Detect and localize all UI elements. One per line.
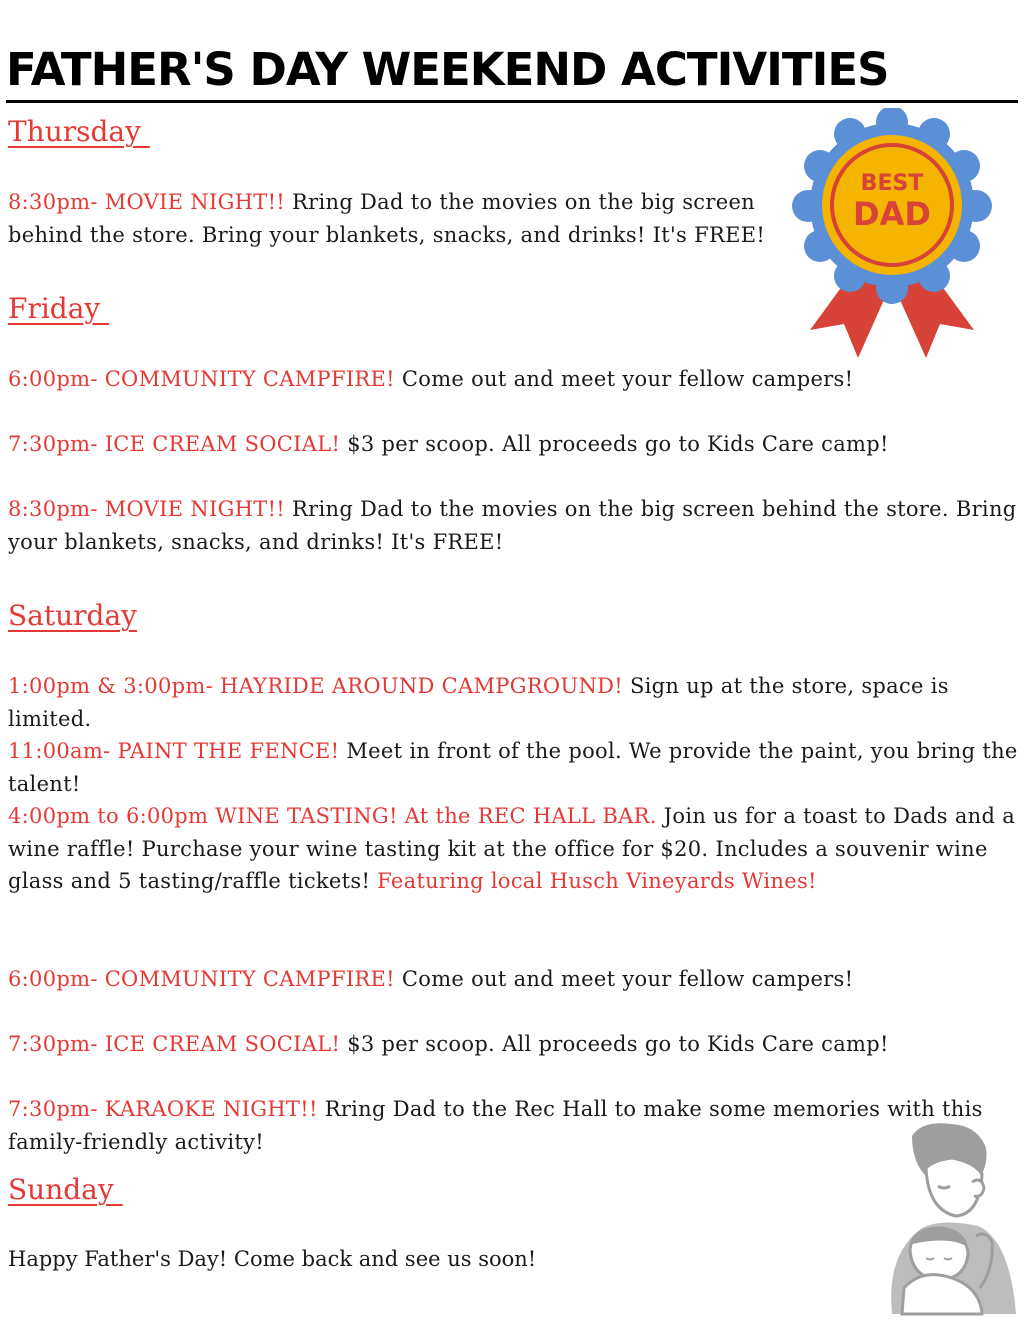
event-friday-ice-cream bbox=[8, 428, 1018, 461]
father-hugging-child-icon bbox=[882, 1118, 1022, 1318]
event-time: 8:30pm- bbox=[8, 190, 105, 214]
event-time: 7:30pm- bbox=[8, 1097, 105, 1121]
day-heading-friday: Friday bbox=[8, 292, 110, 325]
badge-line-1: BEST bbox=[860, 171, 924, 196]
event-name: KARAOKE NIGHT!! bbox=[104, 1097, 318, 1121]
event-time: 6:00pm- bbox=[8, 367, 105, 391]
page-title: FATHER'S DAY WEEKEND ACTIVITIES bbox=[6, 40, 1018, 103]
event-time: 1:00pm & 3:00pm- bbox=[8, 674, 220, 698]
day-heading-saturday: Saturday bbox=[8, 599, 137, 632]
event-description: Come out and meet your fellow campers! bbox=[394, 967, 854, 991]
event-saturday-wine-tasting bbox=[8, 800, 1018, 898]
event-saturday-paint-fence bbox=[8, 735, 1018, 800]
event-description: Join us for a toast to Dads and a wine raffle! Purchase your wine tasting kit at the office for $20. Includes a souvenir wine glass and 5 tasting/raffle tickets! bbox=[8, 804, 1016, 894]
event-name: ICE CREAM SOCIAL! bbox=[104, 432, 341, 456]
event-name: MOVIE NIGHT!! bbox=[104, 497, 286, 521]
event-saturday-hayride bbox=[8, 670, 1018, 735]
event-friday-movie-night bbox=[8, 493, 1018, 558]
event-name: MOVIE NIGHT!! bbox=[104, 190, 286, 214]
event-description: Rring Dad to the Rec Hall to make some memories with this family-friendly activity! bbox=[8, 1097, 983, 1154]
event-name: COMMUNITY CAMPFIRE! bbox=[104, 967, 395, 991]
event-name: COMMUNITY CAMPFIRE! bbox=[104, 367, 395, 391]
event-description: Meet in front of the pool. We provide the paint, you bring the talent! bbox=[8, 739, 1018, 796]
event-time: 8:30pm- bbox=[8, 497, 105, 521]
event-time: 7:30pm- bbox=[8, 432, 105, 456]
event-description: Rring Dad to the movies on the big screen behind the store. Bring your blankets, snacks, and drinks! It's FREE! bbox=[8, 190, 766, 247]
badge-line-2: DAD bbox=[853, 195, 931, 233]
event-time: 7:30pm- bbox=[8, 1032, 105, 1056]
day-heading-thursday: Thursday bbox=[8, 115, 150, 148]
event-thursday-movie-night bbox=[8, 186, 798, 251]
event-friday-campfire bbox=[8, 363, 1018, 396]
event-name: PAINT THE FENCE! bbox=[117, 739, 340, 763]
event-saturday-campfire bbox=[8, 963, 1018, 996]
closing-message: Happy Father's Day! Come back and see us soon! bbox=[8, 1247, 537, 1271]
event-description: Rring Dad to the movies on the big screen behind the store. Bring your blankets, snacks, and drinks! It's FREE! bbox=[8, 497, 1017, 554]
event-featured-note: Featuring local Husch Vineyards Wines! bbox=[377, 869, 817, 894]
event-description: Sign up at the store, space is limited. bbox=[8, 674, 949, 731]
event-name: ICE CREAM SOCIAL! bbox=[104, 1032, 341, 1056]
best-dad-ribbon-icon bbox=[792, 108, 992, 364]
event-name: WINE TASTING! At the REC HALL BAR. bbox=[215, 804, 657, 828]
event-time: 6:00pm- bbox=[8, 967, 105, 991]
event-description: $3 per scoop. All proceeds go to Kids Care camp! bbox=[340, 432, 889, 456]
event-saturday-ice-cream bbox=[8, 1028, 1018, 1061]
event-description: Come out and meet your fellow campers! bbox=[394, 367, 854, 391]
event-time: 4:00pm to 6:00pm bbox=[8, 804, 216, 828]
day-heading-sunday: Sunday bbox=[8, 1173, 123, 1206]
event-saturday-karaoke bbox=[8, 1093, 998, 1158]
event-time: 11:00am- bbox=[8, 739, 118, 763]
event-name: HAYRIDE AROUND CAMPGROUND! bbox=[219, 674, 623, 698]
event-description: $3 per scoop. All proceeds go to Kids Care camp! bbox=[340, 1032, 889, 1056]
